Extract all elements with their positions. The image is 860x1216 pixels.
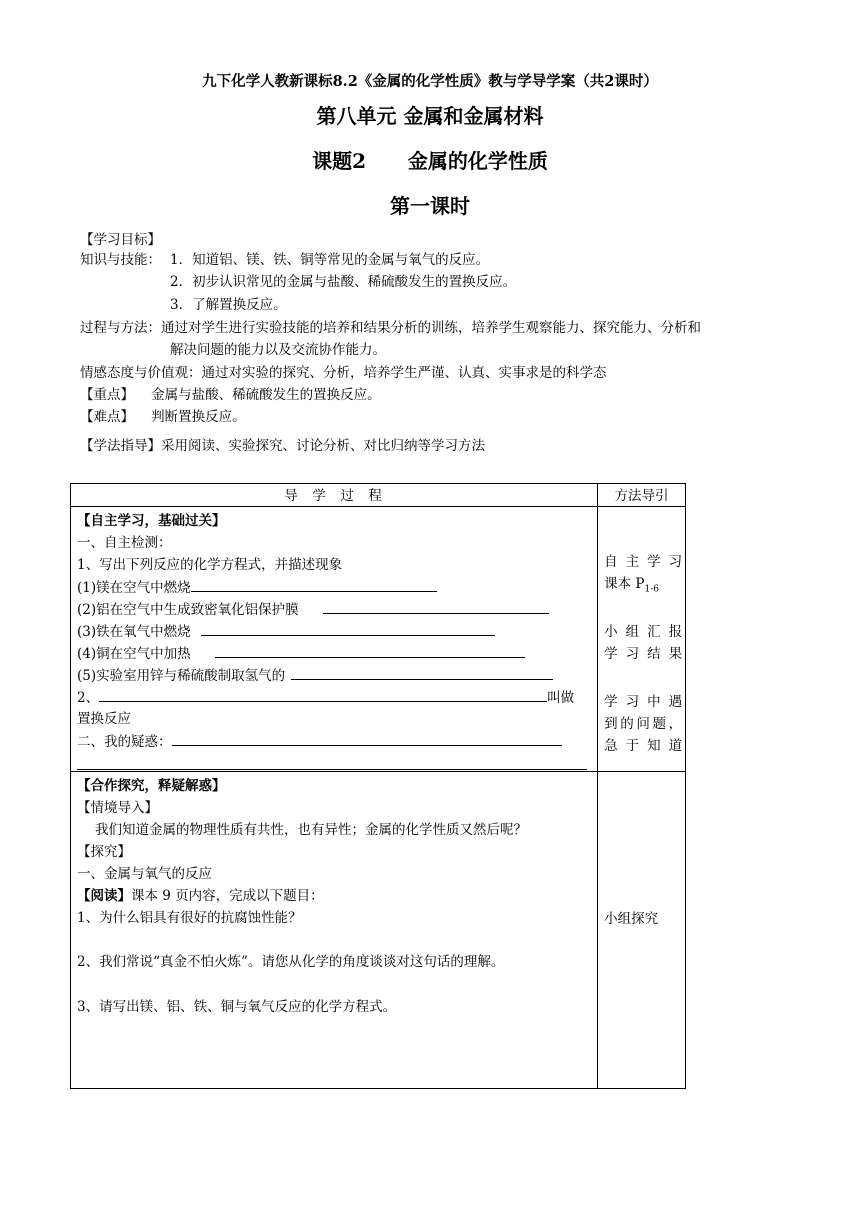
goals-heading: 【学习目标】 xyxy=(80,232,161,248)
answer-blank[interactable] xyxy=(191,577,437,592)
answer-blank[interactable] xyxy=(201,621,495,636)
method-group-explore: 小组探究 xyxy=(604,911,659,927)
answer-blank[interactable] xyxy=(172,731,562,746)
document-title: 九下化学人教新课标8.2《金属的化学性质》教与学导学案（共2课时） xyxy=(202,73,658,90)
question-1-2: (2)铝在空气中生成致密氧化铝保护膜 xyxy=(77,602,299,618)
section-self-study-title: 【自主学习，基础过关】 xyxy=(77,513,226,529)
explore-question-1: 1、为什么铝具有很好的抗腐蚀性能？ xyxy=(77,910,302,926)
method-study-result: 学习结果 xyxy=(604,646,683,662)
question-2-suffix: 叫做 xyxy=(547,690,575,706)
knowledge-label: 知识与技能： xyxy=(80,252,161,268)
period-heading: 第一课时 xyxy=(390,194,470,218)
answer-blank[interactable] xyxy=(323,599,549,614)
method-problems-2: 到的问题， xyxy=(604,716,683,732)
explore-heading: 【探究】 xyxy=(77,844,131,860)
question-2-line-2: 置换反应 xyxy=(77,711,131,727)
unit-heading: 第八单元 金属和金属材料 xyxy=(316,104,544,128)
question-1-4: (4)铜在空气中加热 xyxy=(77,646,191,662)
col-header-method: 方法导引 xyxy=(598,484,686,507)
knowledge-item-3: 3．了解置换反应。 xyxy=(170,297,287,313)
lesson-heading: 课题2 金属的化学性质 xyxy=(312,149,548,173)
my-questions-label: 二、我的疑惑： xyxy=(77,734,172,750)
table-row-self-study xyxy=(71,507,686,772)
question-1-5: (5)实验室用锌与稀硫酸制取氢气的 xyxy=(77,668,286,684)
method-self-study: 自主学习 xyxy=(604,554,683,570)
metal-oxygen-heading: 一、金属与氧气的反应 xyxy=(77,866,212,882)
question-1-1: (1)镁在空气中燃烧 xyxy=(77,580,191,596)
attitude-values: 情感态度与价值观：通过对实验的探究、分析，培养学生严谨、认真、实事求是的科学态 xyxy=(80,365,607,381)
knowledge-item-1: 1．知道铝、镁、铁、铜等常见的金属与氧气的反应。 xyxy=(170,252,490,268)
answer-blank[interactable] xyxy=(291,665,553,680)
method-problems-1: 学习中遇 xyxy=(604,694,683,710)
explore-question-2: 2、我们常说“真金不怕火炼”。请您从化学的角度谈谈对这句话的理解。 xyxy=(77,954,505,970)
question-1-3: (3)铁在氧气中燃烧 xyxy=(77,624,191,640)
read-text: 课本 9 页内容，完成以下题目： xyxy=(131,888,324,904)
question-1: 1、写出下列反应的化学方程式，并描述现象 xyxy=(77,557,343,573)
table-header-row xyxy=(71,484,686,507)
method-textbook-pages: 1-6 xyxy=(644,584,660,595)
learning-process-table xyxy=(70,483,686,1089)
process-method-line-2: 解决问题的能力以及交流协作能力。 xyxy=(170,342,386,358)
scene-heading: 【情境导入】 xyxy=(77,800,158,816)
study-method: 【学法指导】采用阅读、实验探究、讨论分析、对比归纳等学习方法 xyxy=(80,438,485,454)
knowledge-item-2: 2．初步认识常见的金属与盐酸、稀硫酸发生的置换反应。 xyxy=(170,274,517,290)
key-point: 【重点】 金属与盐酸、稀硫酸发生的置换反应。 xyxy=(80,387,381,403)
col-header-process: 导 学 过 程 xyxy=(71,484,598,507)
process-method-line-1: 过程与方法：通过对学生进行实验技能的培养和结果分析的训练，培养学生观察能力、探究能力、分析和 xyxy=(80,320,701,336)
answer-blank[interactable] xyxy=(215,643,525,658)
method-problems-3: 急于知道 xyxy=(604,738,683,754)
scene-text: 我们知道金属的物理性质有共性，也有异性；金属的化学性质又然后呢？ xyxy=(95,822,527,838)
explore-question-3: 3、请写出镁、铝、铁、铜与氧气反应的化学方程式。 xyxy=(77,999,397,1015)
read-label: 【阅读】 xyxy=(77,888,131,904)
method-textbook: 课本 P xyxy=(604,576,645,592)
answer-blank[interactable] xyxy=(99,687,547,702)
self-check-heading: 一、自主检测： xyxy=(77,535,172,551)
answer-line[interactable] xyxy=(77,769,587,770)
table-row-cooperative xyxy=(71,772,686,1089)
method-group-report: 小组汇报 xyxy=(604,624,683,640)
question-2-prefix: 2、 xyxy=(77,690,100,706)
section-cooperative-title: 【合作探究，释疑解惑】 xyxy=(77,778,226,794)
difficulty: 【难点】 判断置换反应。 xyxy=(80,409,246,425)
